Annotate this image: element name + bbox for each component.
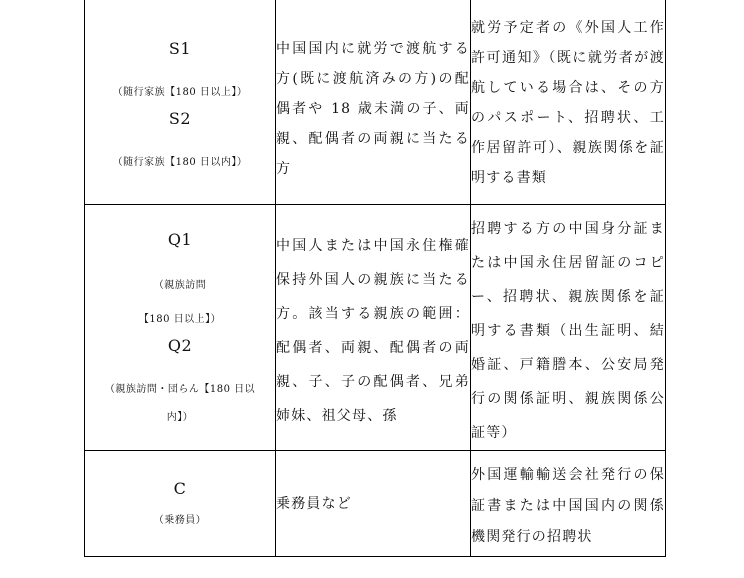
table-row-s <box>85 0 666 205</box>
visa-code-s2: S2 <box>168 108 192 128</box>
visa-code-cell <box>85 0 276 205</box>
visa-code-note-c: （乗務員） <box>153 514 207 526</box>
applicant-text-c: 乗務員など <box>276 495 352 512</box>
visa-code-note-q2-b: 内】） <box>166 411 194 423</box>
visa-code-cell <box>85 205 276 451</box>
applicant-cell <box>276 205 471 451</box>
applicant-cell <box>276 0 471 205</box>
table-row-q <box>85 205 666 451</box>
visa-code-q1: Q1 <box>167 229 193 249</box>
documents-text-q: 招聘する方の中国身分証または中国永住居留証のコピー、招聘状、親族関係を証明する書類（出生証明、結婚証、戸籍謄本、公安局発行の関係証明、親族関係公証等） <box>471 220 665 441</box>
applicant-cell <box>276 451 471 557</box>
visa-code-note-q2-a: （親族訪問・団らん【180 日以 <box>104 383 256 395</box>
documents-text-s: 就労予定者の《外国人工作許可通知》（既に就労者が渡航している場合は、その方のパスポート、招聘状、工作居留許可）、親族関係を証明する書類 <box>471 20 665 186</box>
visa-category-table <box>84 0 666 557</box>
visa-code-q2: Q2 <box>167 335 193 355</box>
visa-code-note-s1: （随行家族【180 日以上】） <box>112 86 248 98</box>
table-row-c <box>85 451 666 557</box>
documents-cell <box>471 0 666 205</box>
documents-cell <box>471 205 666 451</box>
visa-code-note-q1-a: （親族訪問 <box>153 279 207 291</box>
visa-code-c: C <box>173 478 187 498</box>
visa-code-s1: S1 <box>168 38 192 58</box>
visa-code-note-q1-b: 【180 日以上】） <box>138 313 222 325</box>
applicant-text-q: 中国人または中国永住権確保持外国人の親族に当たる方。該当する親族の範囲：配偶者、両親、配偶者の両親、子、子の配偶者、兄弟姉妹、祖父母、孫 <box>276 237 470 424</box>
applicant-text-s: 中国国内に就労で渡航する方(既に渡航済みの方)の配偶者や 18 歳未満の子、両親、配偶者の両親に当たる方 <box>276 40 470 177</box>
visa-code-note-s2: （随行家族【180 日以内】） <box>112 156 248 168</box>
documents-cell <box>471 451 666 557</box>
visa-code-cell <box>85 451 276 557</box>
documents-text-c: 外国運輸輸送会社発行の保証書または中国国内の関係機関発行の招聘状 <box>471 467 665 545</box>
